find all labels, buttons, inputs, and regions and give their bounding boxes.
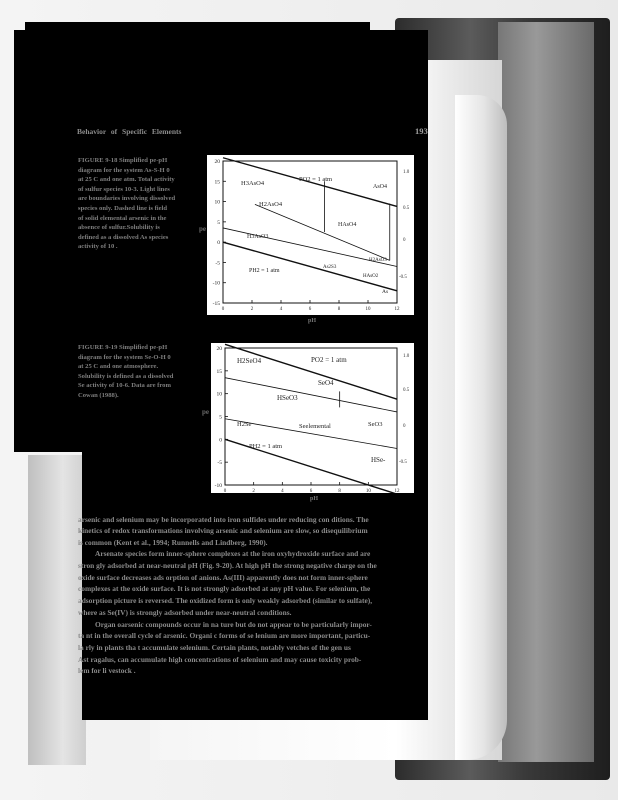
body-line: la rly in plants tha t accumulate selenium. Certain plants, notably vetches of the gen us [78,643,351,652]
right-scale-tick: 1.0 [403,354,410,359]
x-tick-label: 6 [308,307,312,312]
running-header: Behavior of Specific Elements [77,127,182,136]
right-scale-tick: 0 [403,238,406,243]
y-tick-label: 0 [219,437,222,444]
label-ph2: PH2 = 1 atm [249,268,280,274]
label-h3aso4: H3AsO4 [241,180,265,187]
body-line: Ast ragalus, can accumulate high concentrations of selenium and may cause toxicity prob- [78,655,362,664]
label-h2se: H2Se [237,421,252,428]
plot-frame [225,348,397,485]
figure-2-x-axis-label: pH [310,496,319,502]
label-po2: PO2 = 1 atm [311,356,347,364]
caption-line: Cowan (1988). [78,391,119,399]
y-tick-label: 10 [216,391,222,398]
label-se-elemental: Seelemental [299,423,331,430]
caption-line: of sulfur species 10-3. Light lines [78,185,170,193]
figure-1-y-axis-label: pe [199,225,206,233]
right-scale-tick: 0.5 [403,388,410,393]
page-number: 193 [415,126,428,136]
label-as: As [382,289,389,295]
figure-2-svg [211,343,414,493]
caption-line: activity of 10 . [78,243,118,251]
x-tick-label: 2 [252,489,255,493]
y-tick-label: -15 [212,301,220,307]
x-tick-label: 10 [365,489,371,493]
right-scale-tick: 0.5 [403,206,410,211]
phase-boundary-line [255,204,390,260]
caption-line: absence of sulfur.Solubility is [78,224,160,232]
phase-boundary-line [223,242,397,291]
phase-boundary-line [225,344,397,399]
label-po2: PO2 = 1 atm [299,176,333,183]
body-line: arsenic and selenium may be incorporated into iron sulfides under reducing con ditions. The [78,515,369,524]
label-h2aso3: H2AsO3 [369,258,387,263]
y-tick-label: 20 [214,159,220,165]
caption-line: at 25 C and one atmosphere. [78,363,159,371]
figure-1-x-axis-label: pH [308,318,317,324]
x-tick-label: 2 [250,307,254,312]
x-tick-label: 4 [279,307,283,312]
book-spine-highlight [498,22,594,762]
page-curl [455,95,507,760]
label-h2seo4: H2SeO4 [237,357,262,365]
right-scale-tick: -0.5 [399,460,407,465]
body-line: where as Se(IV) is strongly adsorbed under near-neutral conditions. [78,608,292,617]
body-line: Organ oarsenic compounds occur in na ture but do not appear to be particularly impor- [95,620,372,629]
y-tick-label: -5 [217,460,222,467]
figure-2-y-axis-label: pe [202,408,209,416]
right-scale-tick: -0.5 [399,275,407,280]
label-haso2: HAsO2 [363,274,379,279]
body-line: lem for li vestock . [78,666,136,675]
x-tick-label: 4 [281,489,284,493]
caption-line: at 25 C and one atm. Total activity [78,176,175,184]
y-tick-label: 15 [216,368,222,375]
x-tick-label: 0 [221,307,225,312]
right-scale-tick: 0 [403,424,406,429]
x-tick-label: 8 [337,307,341,312]
body-line: Arsenate species form inner-sphere complexes at the iron oxyhydroxide surface and are [95,549,371,558]
body-line: stron gly adsorbed at near-neutral pH (Fig. 9-20). At high pH the strong negative charge on the [78,561,377,570]
caption-line: FIGURE 9-18 Simplified pe-pH [78,157,168,164]
x-tick-label: 12 [394,307,400,312]
body-line: kinetics of redox transformations involving arsenic and selenium are slow, so disequilibrium [78,526,368,535]
label-aso4: AsO4 [373,184,388,190]
figure-1-caption [78,156,198,252]
right-scale-tick: 1.0 [403,170,410,175]
x-tick-label: 0 [223,489,227,493]
label-seo4: SeO4 [318,379,334,387]
label-as2s3: As2S3 [323,265,337,270]
figure-2-chart [211,343,414,493]
body-line: adsorption picture is reversed. The oxidized form is only weakly adsorbed (similar to sulfate), [78,596,373,605]
y-tick-label: 5 [219,414,222,421]
caption-line: Solubility is defined as a dissolved [78,372,174,380]
label-seo3: SeO3 [368,421,383,428]
caption-line: species only. Dashed line is field [78,204,168,212]
x-tick-label: 6 [309,489,313,493]
caption-line: Se activity of 10-6. Data are from [78,382,171,390]
label-hse: HSe- [371,456,386,464]
caption-line: of solid elemental arsenic in the [78,214,167,222]
y-tick-label: 5 [217,219,220,226]
label-h3aso3: H3AsO3 [247,234,269,240]
y-tick-label: 10 [214,199,220,206]
y-tick-label: 15 [214,179,220,186]
body-line: ta nt in the overall cycle of arsenic. Organi c forms of se lenium are more important, particu- [78,631,371,640]
y-tick-label: -5 [215,260,220,267]
body-line: complexes at the oxide surface. It is not strongly adsorbed at any pH value. For selenium, the [78,584,371,593]
label-ph2: PH2 = 1 atm [249,443,283,450]
caption-line: diagram for the system As-S-H 0 [78,166,170,174]
figure-2-caption [78,343,198,401]
body-line: is common (Kent et al., 1994; Runnells and Lindberg, 1990). [78,538,268,547]
caption-line: are boundaries involving dissolved [78,195,176,203]
x-tick-label: 10 [365,307,371,312]
figure-1-chart [207,155,414,315]
body-line: oxide surface decreases ads orption of anions. As(III) apparently does not form inner-sphere [78,573,368,582]
caption-line: defined as a dissolved As species [78,233,169,241]
y-tick-label: -10 [214,483,222,489]
figure-1-svg [207,155,414,315]
label-hseo3: HSeO3 [277,394,298,402]
y-tick-label: 20 [216,346,222,352]
label-h2aso4: H2AsO4 [259,201,283,208]
label-haso4: HAsO4 [338,222,357,228]
caption-line: FIGURE 9-19 Simplified pe-pH [78,344,168,351]
x-tick-label: 8 [338,489,341,493]
y-tick-label: -10 [212,280,220,287]
caption-line: diagram for the system Se-O-H 0 [78,353,171,361]
phase-boundary-line [225,378,397,412]
x-tick-label: 12 [394,489,400,493]
y-tick-label: 0 [217,240,220,247]
